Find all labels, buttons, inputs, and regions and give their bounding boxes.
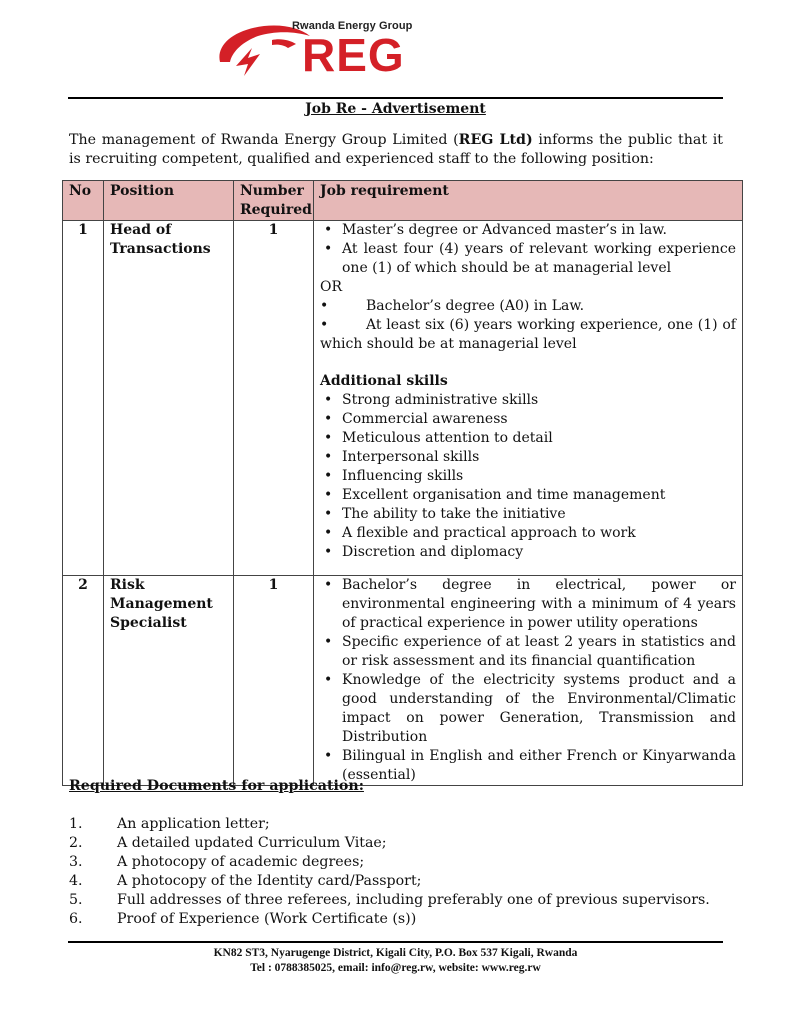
item-number: 5.	[69, 892, 83, 908]
number-required: 1	[234, 576, 314, 786]
additional-skills-list	[320, 391, 736, 562]
col-header-no: No	[63, 181, 104, 221]
list-item: • Bachelor’s degree in electrical, power or environmental engineering with a minimum of 4 years of practical experience in power utility operations	[320, 576, 736, 633]
list-item: • Excellent organisation and time management	[320, 486, 736, 505]
list-item	[69, 853, 710, 872]
list-item: • Influencing skills	[320, 467, 736, 486]
list-item: • Knowledge of the electricity systems product and a good understanding of the Environmental/Climatic impact on power Generation, Transmission and Distribution	[320, 671, 736, 747]
list-item: • Strong administrative skills	[320, 391, 736, 410]
col-header-position: Position	[104, 181, 234, 221]
number-required: 1	[234, 221, 314, 576]
list-item	[69, 872, 710, 891]
item-text: Full addresses of three referees, including preferably one of previous supervisors.	[117, 892, 710, 908]
col-header-number-required: Number Required	[234, 181, 314, 221]
footer-contact: Tel : 0788385025, email: info@reg.rw, website: www.reg.rw	[250, 962, 541, 974]
table-row	[63, 221, 743, 576]
row-number: 2	[63, 576, 104, 786]
list-item	[69, 891, 710, 910]
list-item: • Specific experience of at least 2 years in statistics and or risk assessment and its financial quantification	[320, 633, 736, 671]
item-text: A photocopy of academic degrees;	[117, 854, 365, 870]
job-requirements	[314, 221, 743, 576]
page-title: Job Re - Advertisement	[305, 101, 486, 117]
table-row	[63, 576, 743, 786]
or-separator: OR	[320, 279, 343, 295]
list-item-text: At least six (6) years working experience, one (1) of which should be at managerial level	[320, 317, 736, 352]
position-name: Risk Management Specialist	[104, 576, 234, 786]
list-item	[320, 316, 736, 354]
list-item: • Commercial awareness	[320, 410, 736, 429]
requirements-list	[320, 221, 736, 278]
job-requirements	[314, 576, 743, 786]
item-text: An application letter;	[117, 816, 270, 832]
item-text: Proof of Experience (Work Certificate (s))	[117, 911, 417, 927]
additional-skills-heading: Additional skills	[320, 373, 448, 389]
logo-wordmark: REG	[302, 29, 405, 81]
positions-table	[62, 180, 743, 786]
item-number: 1.	[69, 816, 83, 832]
list-item	[69, 910, 710, 929]
item-number: 3.	[69, 854, 83, 870]
col-header-job-requirement: Job requirement	[314, 181, 743, 221]
bullet-icon: •	[320, 317, 329, 333]
intro-paragraph	[69, 131, 723, 168]
item-number: 4.	[69, 873, 83, 889]
list-item: • Master’s degree or Advanced master’s in law.	[320, 221, 736, 240]
header-rule	[68, 97, 723, 99]
list-item	[69, 834, 710, 853]
list-item-text: Bachelor’s degree (A0) in Law.	[366, 298, 585, 314]
required-documents-list	[69, 815, 710, 929]
required-documents-heading: Required Documents for application:	[69, 778, 364, 794]
intro-text-after: informs the public that it is recruiting competent, qualified and experienced staff to the following position:	[69, 132, 724, 167]
table-header-row	[63, 181, 743, 221]
footer-address: KN82 ST3, Nyarugenge District, Kigali City, P.O. Box 537 Kigali, Rwanda	[213, 947, 578, 959]
list-item: • At least four (4) years of relevant working experience one (1) of which should be at managerial level	[320, 240, 736, 278]
item-number: 2.	[69, 835, 83, 851]
list-item	[69, 815, 710, 834]
list-item: • Meticulous attention to detail	[320, 429, 736, 448]
intro-company-abbrev: REG Ltd)	[458, 132, 533, 148]
list-item: • Bilingual in English and either French or Kinyarwanda (essential)	[320, 747, 736, 785]
list-item: • Interpersonal skills	[320, 448, 736, 467]
list-item: • Discretion and diplomacy	[320, 543, 736, 562]
logo-group-text: Rwanda Energy Group	[292, 20, 413, 32]
reg-logo	[214, 18, 434, 80]
item-number: 6.	[69, 911, 83, 927]
item-text: A photocopy of the Identity card/Passport;	[117, 873, 422, 889]
intro-text-before: The management of Rwanda Energy Group Limited (	[69, 132, 459, 148]
bullet-icon: •	[320, 298, 329, 314]
list-item	[320, 297, 736, 316]
requirements-list	[320, 576, 736, 785]
list-item: • The ability to take the initiative	[320, 505, 736, 524]
list-item: • A flexible and practical approach to work	[320, 524, 736, 543]
row-number: 1	[63, 221, 104, 576]
footer-rule	[68, 941, 723, 943]
item-text: A detailed updated Curriculum Vitae;	[117, 835, 387, 851]
position-name: Head of Transactions	[104, 221, 234, 576]
